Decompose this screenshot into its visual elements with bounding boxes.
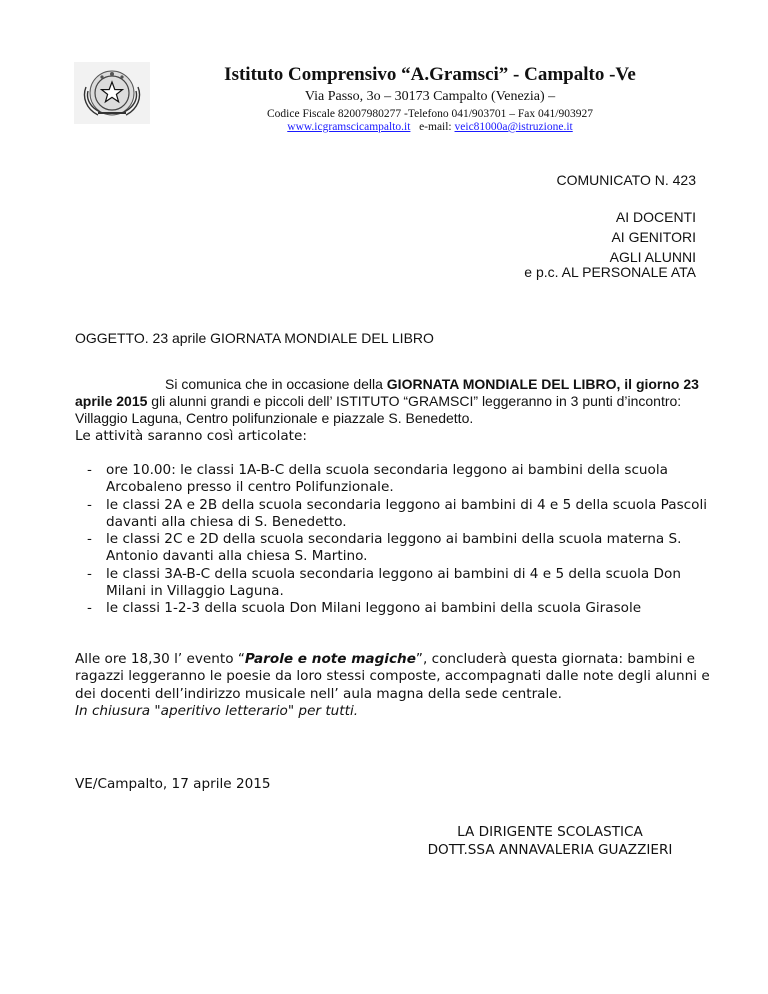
list-marker: -: [87, 600, 92, 617]
list-item: [75, 600, 715, 617]
event-text-2: ”, concluderà questa giornata: bambini e ragazzi leggeranno le poesie da loro stessi composte, accompagnati dalle note degli alunni e dei docenti dell’indirizzo musicale nell’ aula magna della sede centrale.: [75, 651, 710, 702]
list-item: [75, 566, 715, 601]
cc-recipient: e p.c. AL PERSONALE ATA: [524, 264, 696, 280]
recipient-docenti: AI DOCENTI: [615, 209, 696, 225]
recipient-alunni: AGLI ALUNNI: [609, 249, 696, 265]
intro-text-2: gli alunni grandi e piccoli dell’ ISTITUTO “GRAMSCI” leggeranno in 3 punti d’incontro: Villaggio Laguna, Centro polifunzionale e piazzale S. Benedetto.: [75, 393, 682, 426]
school-codes: Codice Fiscale 82007980277 -Telefono 041/903701 – Fax 041/903927: [267, 108, 593, 120]
intro-bold-event: GIORNATA MONDIALE DEL LIBRO, il giorno 23 aprile 2015: [75, 376, 699, 409]
activities-list: [75, 462, 715, 618]
email-label: e-mail:: [419, 121, 452, 133]
list-item-text: le classi 3A-B-C della scuola secondaria leggono ai bambini di 4 e 5 della scuola Don Milani in Villaggio Laguna.: [106, 565, 681, 600]
subject-line: OGGETTO. 23 aprile GIORNATA MONDIALE DEL LIBRO: [75, 330, 434, 346]
comunicato-number: COMUNICATO N. 423: [556, 172, 696, 188]
event-closing: In chiusura "aperitivo letterario" per tutti.: [75, 702, 359, 719]
event-title: Parole e note magiche: [244, 651, 416, 667]
recipients-block: [610, 207, 696, 267]
italian-republic-emblem-icon: [74, 62, 150, 124]
activities-intro: Le attività saranno così articolate:: [75, 428, 307, 444]
school-address: Via Passo, 3o – 30173 Campalto (Venezia) –: [304, 89, 556, 104]
list-item-text: le classi 2C e 2D della scuola secondaria leggono ai bambini della scuola materna S. Antonio davanti alla chiesa S. Martino.: [106, 531, 682, 565]
list-marker: -: [87, 531, 92, 548]
document-date: VE/Campalto, 17 aprile 2015: [75, 776, 271, 792]
event-text-1: Alle ore 18,30 l’ evento “: [75, 651, 245, 667]
list-item-text: ore 10.00: le classi 1A-B-C della scuola secondaria leggono ai bambini della scuola Arcobaleno presso il centro Polifunzionale.: [106, 462, 668, 496]
website-link[interactable]: www.icgramscicampalto.it: [287, 121, 411, 133]
list-item-text: le classi 2A e 2B della scuola secondaria leggono ai bambini di 4 e 5 della scuola Pascoli davanti alla chiesa di S. Benedetto.: [106, 496, 708, 530]
email-link[interactable]: veic81000a@istruzione.it: [454, 121, 573, 133]
list-marker: -: [87, 565, 92, 582]
signatory-name: DOTT.SSA ANNAVALERIA GUAZZIERI: [427, 842, 673, 858]
intro-text-1: Si comunica che in occasione della: [165, 376, 387, 392]
list-item: [75, 531, 715, 566]
event-paragraph: [75, 651, 715, 720]
recipient-genitori: AI GENITORI: [611, 229, 696, 245]
signatory-role: LA DIRIGENTE SCOLASTICA: [457, 824, 643, 840]
list-item: [75, 497, 715, 532]
intro-paragraph: [75, 376, 715, 427]
list-marker: -: [87, 496, 92, 513]
list-item: [75, 462, 715, 497]
list-marker: -: [87, 462, 92, 478]
school-name-heading: Istituto Comprensivo “A.Gramsci” - Campalto -Ve: [224, 64, 636, 85]
list-item-text: le classi 1-2-3 della scuola Don Milani leggono ai bambini della scuola Girasole: [106, 600, 642, 617]
school-contacts: [160, 121, 700, 133]
